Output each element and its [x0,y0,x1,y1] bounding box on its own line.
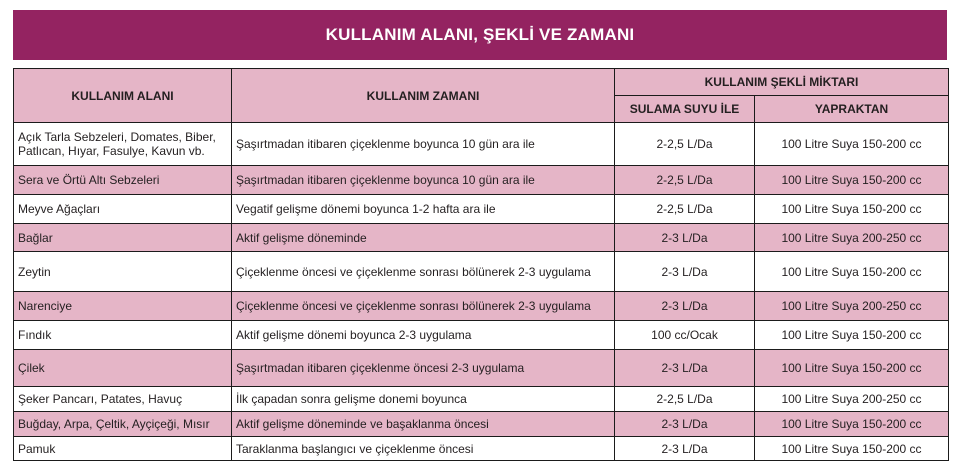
cell-area: Narenciye [14,292,232,321]
table-row [14,123,949,166]
table-row [14,224,949,252]
table-row [14,387,949,412]
cell-irrigation: 100 cc/Ocak [615,321,755,350]
table-row [14,350,949,387]
cell-area: Buğday, Arpa, Çeltik, Ayçiçeği, Mısır [14,412,232,437]
header-amount-group: KULLANIM ŞEKLİ MİKTARI [615,69,949,96]
cell-area: Açık Tarla Sebzeleri, Domates, Biber, Patlıcan, Hıyar, Fasulye, Kavun vb. [14,123,232,166]
header-foliar: YAPRAKTAN [755,96,949,123]
cell-irrigation: 2-3 L/Da [615,224,755,252]
table-row [14,437,949,461]
cell-foliar: 100 Litre Suya 150-200 cc [755,321,949,350]
table-row [14,252,949,292]
cell-foliar: 100 Litre Suya 150-200 cc [755,123,949,166]
cell-time: İlk çapadan sonra gelişme donemi boyunca [232,387,615,412]
cell-time: Şaşırtmadan itibaren çiçeklenme boyunca 10 gün ara ile [232,166,615,195]
cell-area: Pamuk [14,437,232,461]
cell-irrigation: 2-3 L/Da [615,252,755,292]
cell-irrigation: 2-2,5 L/Da [615,195,755,224]
cell-time: Taraklanma başlangıcı ve çiçeklenme öncesi [232,437,615,461]
cell-foliar: 100 Litre Suya 150-200 cc [755,412,949,437]
cell-foliar: 100 Litre Suya 150-200 cc [755,437,949,461]
cell-area: Meyve Ağaçları [14,195,232,224]
cell-area: Sera ve Örtü Altı Sebzeleri [14,166,232,195]
cell-area: Bağlar [14,224,232,252]
cell-irrigation: 2-3 L/Da [615,412,755,437]
cell-irrigation: 2-3 L/Da [615,350,755,387]
cell-irrigation: 2-3 L/Da [615,292,755,321]
cell-time: Çiçeklenme öncesi ve çiçeklenme sonrası bölünerek 2-3 uygulama [232,252,615,292]
cell-foliar: 100 Litre Suya 150-200 cc [755,252,949,292]
cell-irrigation: 2-3 L/Da [615,437,755,461]
cell-foliar: 100 Litre Suya 200-250 cc [755,387,949,412]
cell-foliar: 100 Litre Suya 150-200 cc [755,166,949,195]
header-irrigation: SULAMA SUYU İLE [615,96,755,123]
cell-time: Aktif gelişme döneminde ve başaklanma öncesi [232,412,615,437]
table-row [14,412,949,437]
cell-foliar: 100 Litre Suya 200-250 cc [755,224,949,252]
cell-area: Çilek [14,350,232,387]
table-row [14,292,949,321]
cell-foliar: 100 Litre Suya 150-200 cc [755,195,949,224]
table-row [14,166,949,195]
cell-time: Şaşırtmadan itibaren çiçeklenme boyunca 10 gün ara ile [232,123,615,166]
cell-time: Aktif gelişme dönemi boyunca 2-3 uygulama [232,321,615,350]
cell-time: Vegatif gelişme dönemi boyunca 1-2 hafta ara ile [232,195,615,224]
cell-foliar: 100 Litre Suya 200-250 cc [755,292,949,321]
cell-time: Şaşırtmadan itibaren çiçeklenme öncesi 2-3 uygulama [232,350,615,387]
table-row [14,321,949,350]
cell-area: Fındık [14,321,232,350]
table-title: KULLANIM ALANI, ŞEKLİ VE ZAMANI [13,10,947,60]
usage-table [13,68,949,461]
cell-time: Çiçeklenme öncesi ve çiçeklenme sonrası bölünerek 2-3 uygulama [232,292,615,321]
cell-time: Aktif gelişme döneminde [232,224,615,252]
header-time: KULLANIM ZAMANI [232,69,615,123]
cell-irrigation: 2-2,5 L/Da [615,166,755,195]
cell-area: Zeytin [14,252,232,292]
cell-area: Şeker Pancarı, Patates, Havuç [14,387,232,412]
header-area: KULLANIM ALANI [14,69,232,123]
cell-foliar: 100 Litre Suya 150-200 cc [755,350,949,387]
cell-irrigation: 2-2,5 L/Da [615,123,755,166]
table-row [14,195,949,224]
cell-irrigation: 2-2,5 L/Da [615,387,755,412]
